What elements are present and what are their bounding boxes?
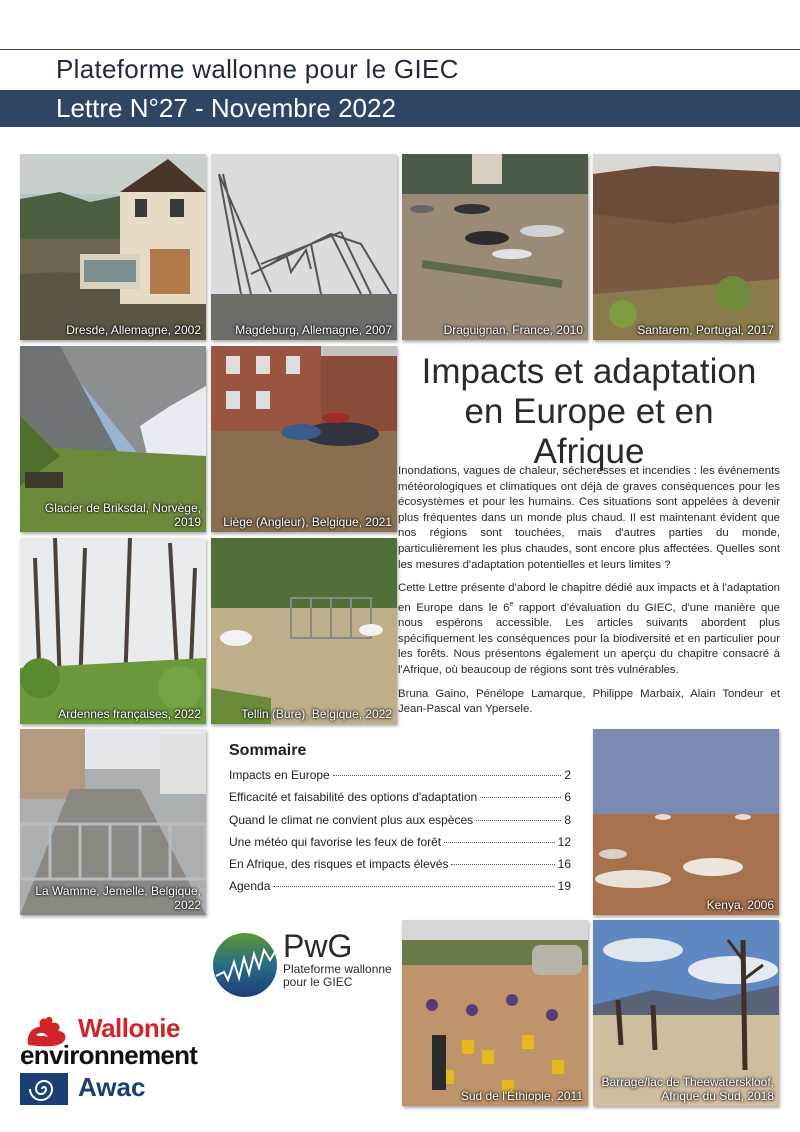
awac-spiral-icon bbox=[20, 1073, 68, 1105]
photo-briksdal bbox=[20, 346, 206, 532]
article-title-line: en Europe et en bbox=[464, 392, 714, 431]
pwg-subtitle-line: Plateforme wallonne bbox=[283, 962, 392, 976]
platform-title: Plateforme wallonne pour le GIEC bbox=[56, 54, 459, 84]
burned-hills-photo bbox=[593, 154, 779, 340]
toc-leader bbox=[480, 797, 561, 798]
awac-wordmark: Awac bbox=[78, 1072, 146, 1102]
intro-paragraph-1: Inondations, vagues de chaleur, sécheresses et incendies : les événements météorologiques et climatiques ont déjà de graves conséquences pour les écosystèmes et pour les humains. Ces situations sont appelées à devenir plus fréquentes dans un monde plus chaud. Il est maintenant évident que nos régions sont touchées, mais d'autres parties du monde, particulièrement les plus chaudes, sont encore plus affectées. Quelles sont les mesures d'adaptation potentielles et leurs limites ? bbox=[398, 465, 780, 571]
photo-caption bbox=[601, 1075, 774, 1103]
photo-caption: Sud de l'Éthiopie, 2011 bbox=[460, 1089, 583, 1103]
toc-entry[interactable] bbox=[229, 813, 571, 835]
article-intro bbox=[398, 464, 780, 726]
collapsed-pylon-photo bbox=[211, 154, 397, 340]
photo-caption: Tellin (Bure), Belgique, 2022 bbox=[241, 707, 392, 721]
water-queue-photo bbox=[402, 920, 588, 1106]
toc-leader bbox=[476, 820, 561, 821]
photo-theewaterskloof bbox=[593, 920, 779, 1106]
toc-leader bbox=[444, 842, 555, 843]
toc-entry[interactable] bbox=[229, 790, 571, 812]
toc-entry-label: En Afrique, des risques et impacts élevés bbox=[229, 857, 449, 872]
issue-title: Lettre N°27 - Novembre 2022 bbox=[56, 93, 396, 123]
photo-kenya bbox=[593, 729, 779, 915]
photo-caption: Dresde, Allemagne, 2002 bbox=[66, 323, 201, 337]
article-title bbox=[404, 352, 774, 472]
photo-caption-line: Barrage/lac de Theewaterskloof, bbox=[601, 1075, 774, 1089]
photo-caption: Santarem, Portugal, 2017 bbox=[637, 323, 774, 337]
drought-cattle-photo bbox=[593, 729, 779, 915]
photo-magdeburg bbox=[211, 154, 397, 340]
toc-entry-page: 19 bbox=[557, 879, 571, 894]
photo-caption: Draguignan, France, 2010 bbox=[443, 323, 583, 337]
pwg-logo bbox=[212, 929, 402, 1001]
photo-ethiopie bbox=[402, 920, 588, 1106]
toc-entry[interactable] bbox=[229, 835, 571, 857]
photo-caption: Glacier de Briksdal, Norvège, 2019 bbox=[44, 501, 201, 529]
toc-entry-label: Impacts en Europe bbox=[229, 768, 330, 782]
photo-dresde bbox=[20, 154, 206, 340]
toc-entry-page: 6 bbox=[564, 790, 571, 805]
pwg-globe-icon bbox=[212, 932, 278, 998]
photo-caption: Liège (Angleur), Belgique, 2021 bbox=[223, 515, 392, 529]
toc-entry-label: Une météo qui favorise les feux de forêt bbox=[229, 834, 442, 849]
environnement-wordmark: environnement bbox=[20, 1040, 198, 1070]
toc-entry-page: 12 bbox=[557, 834, 571, 849]
toc-entry[interactable] bbox=[229, 879, 571, 901]
toc-entry-label: Quand le climat ne convient plus aux espèces bbox=[229, 812, 474, 827]
dead-forest-photo bbox=[20, 538, 206, 724]
pwg-text bbox=[283, 929, 392, 989]
photo-caption: Magdeburg, Allemagne, 2007 bbox=[235, 323, 392, 337]
paragraph2-end: rapport d'évaluation du GIEC, d'une manière que nous espérons accessible. Les articles suivants abordent plus spécifiquement les conséquences pour la biodiversité et en particulier pour les forêts. Nous présentons également un aperçu du chapitre consacré à l'Afrique, où beaucoup de régions sont très vulnérables. bbox=[398, 601, 780, 676]
flooded-street-photo bbox=[211, 346, 397, 532]
photo-ardennes bbox=[20, 538, 206, 724]
toc-entry-page: 2 bbox=[564, 768, 571, 782]
photo-wamme bbox=[20, 729, 206, 915]
superscript: e bbox=[509, 600, 514, 608]
photo-caption: Kenya, 2006 bbox=[706, 898, 774, 912]
toc-entry-label: Agenda bbox=[229, 879, 271, 894]
article-title-line: Afrique bbox=[533, 432, 645, 471]
authors: Bruna Gaino, Pénélope Lamarque, Philippe Marbaix, Alain Tondeur et Jean-Pascal van Ypersele. bbox=[398, 687, 780, 716]
toc-leader bbox=[451, 864, 554, 865]
toc-leader bbox=[333, 775, 562, 776]
photo-santarem bbox=[593, 154, 779, 340]
dry-pasture-photo bbox=[211, 538, 397, 724]
intro-paragraph-2 bbox=[398, 581, 780, 678]
toc-entry[interactable] bbox=[229, 857, 571, 879]
flooded-cars-photo bbox=[402, 154, 588, 340]
photo-liege bbox=[211, 346, 397, 532]
wallonie-wordmark: Wallonie bbox=[78, 1013, 180, 1043]
toc-entry-label: Efficacité et faisabilité des options d'adaptation bbox=[229, 790, 478, 805]
toc-entry-page: 16 bbox=[557, 857, 571, 872]
paragraph2-start: Cette Lettre présente d'abord le chapitre dédié aux impacts et à l'adaptation en Europe dans le 6 bbox=[398, 582, 780, 614]
toc-entry[interactable] bbox=[229, 768, 571, 790]
toc-title: Sommaire bbox=[229, 742, 307, 759]
top-rule bbox=[0, 49, 800, 50]
photo-caption-line: Afrique du Sud, 2018 bbox=[661, 1089, 774, 1103]
pwg-title: PwG bbox=[283, 928, 353, 964]
pwg-subtitle-line: pour le GIEC bbox=[283, 975, 353, 989]
photo-caption: La Wamme, Jemelle, Belgique, 2022 bbox=[35, 884, 201, 912]
toc-entry-page: 8 bbox=[564, 812, 571, 827]
photo-draguignan bbox=[402, 154, 588, 340]
table-of-contents bbox=[229, 742, 571, 902]
wallonie-awac-logo bbox=[20, 1013, 290, 1108]
flooded-house-photo bbox=[20, 154, 206, 340]
article-title-line: Impacts et adaptation bbox=[421, 352, 757, 391]
photo-tellin bbox=[211, 538, 397, 724]
toc-leader bbox=[273, 886, 554, 887]
photo-caption: Ardennes françaises, 2022 bbox=[58, 707, 201, 721]
